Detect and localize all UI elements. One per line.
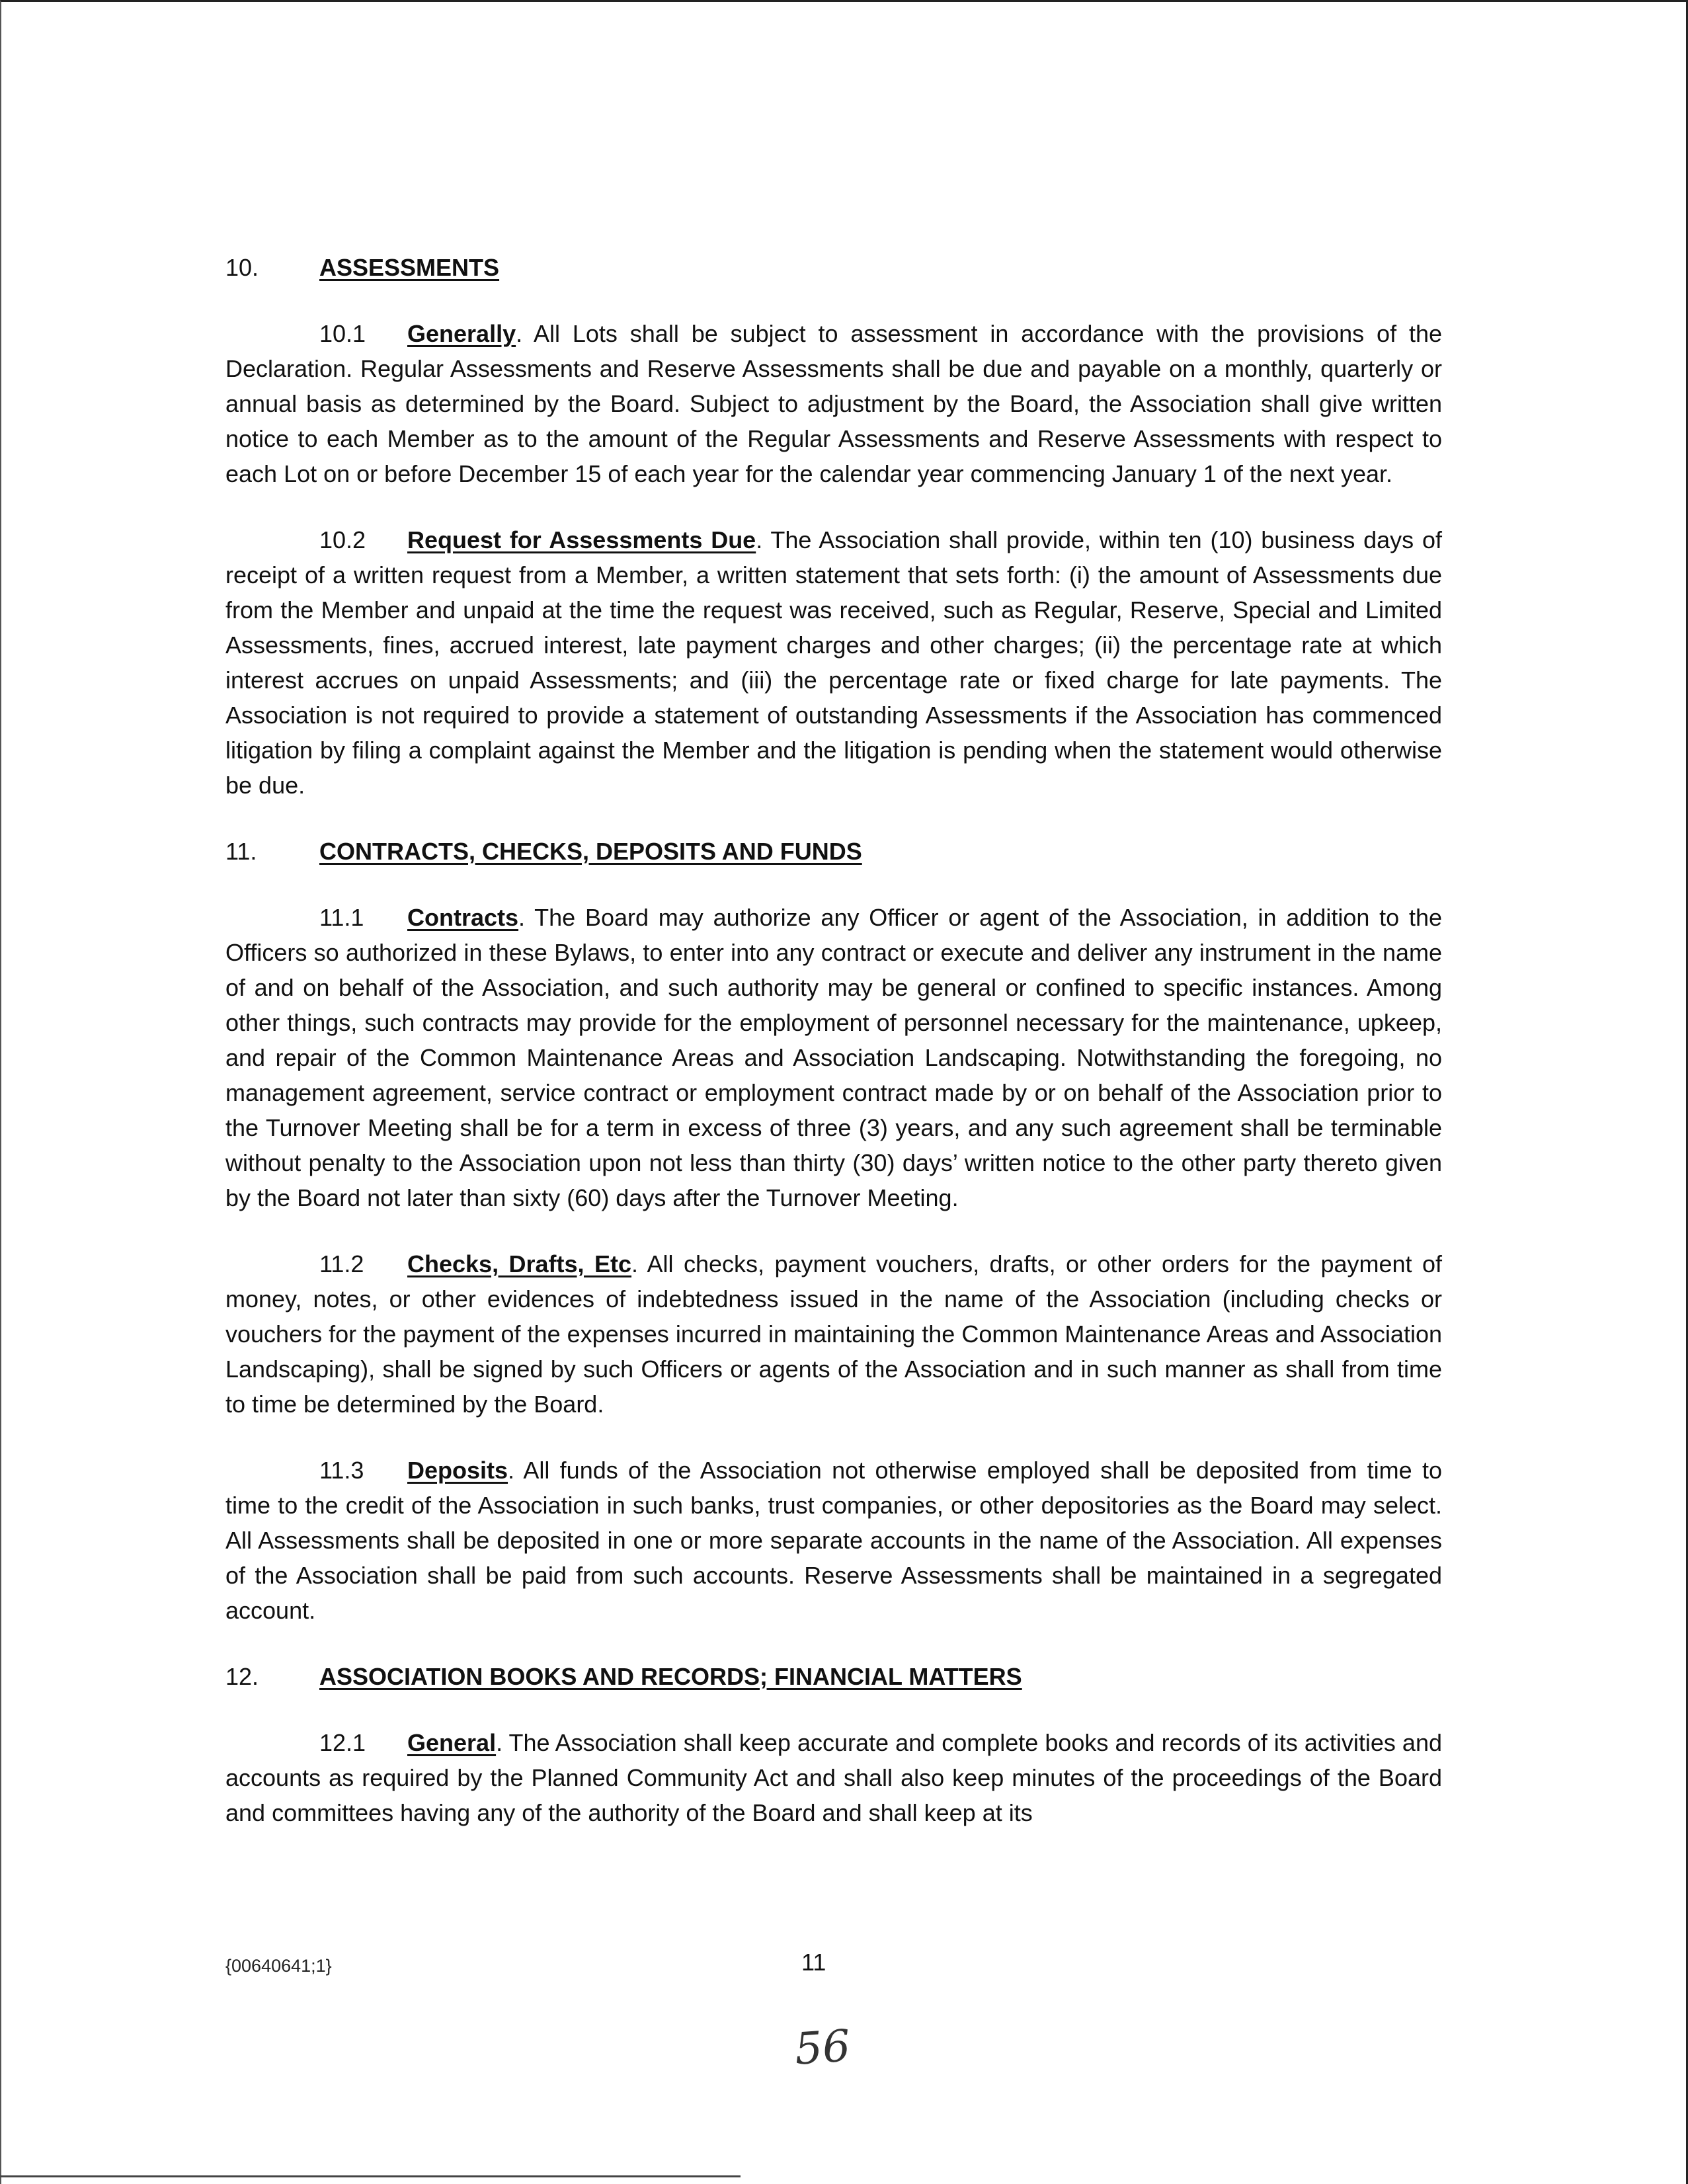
subsection-10-1: [225, 316, 1442, 491]
section-number: 11.: [225, 838, 257, 865]
subsection-text: . All checks, payment vouchers, drafts, or other orders for the payment of money, notes, or other evidences of indebtedness issued in the name of the Association (including checks or vouchers for the payment of the expenses incurred in maintaining the Common Maintenance Areas and Association Landscaping), shall be signed by such Officers or agents of the Association and in such manner as shall from time to time be determined by the Board.: [225, 1250, 1443, 1418]
subsection-text: . All Lots shall be subject to assessment in accordance with the provisions of the Declaration. Regular Assessments and Reserve Assessments shall be due and payable on a monthly, quarterly or annual basis as determined by the Board. Subject to adjustment by the Board, the Association shall give written notice to each Member as to the amount of the Regular Assessments and Reserve Assessments with respect to each Lot on or before December 15 of each year for the calendar year commencing January 1 of the next year.: [225, 320, 1442, 487]
section-number: 12.: [225, 1663, 259, 1690]
section-title: ASSOCIATION BOOKS AND RECORDS; FINANCIAL MATTERS: [319, 1663, 1022, 1690]
section-title: CONTRACTS, CHECKS, DEPOSITS AND FUNDS: [319, 838, 862, 865]
section-heading-11: [225, 834, 1442, 869]
subsection-text: . All funds of the Association not otherwise employed shall be deposited from time to time to the credit of the Association in such banks, trust companies, or other depositories as the Board may select. All Assessments shall be deposited in one or more separate accounts in the name of the Association. All expenses of the Association shall be paid from such accounts. Reserve Assessments shall be maintained in a segregated account.: [225, 1457, 1442, 1624]
subsection-number: 12.1: [319, 1729, 366, 1756]
subsection-number: 10.1: [319, 320, 366, 347]
subsection-title: Request for Assessments Due: [407, 526, 756, 553]
section-heading-10: [225, 250, 1442, 285]
section-number: 10.: [225, 254, 259, 281]
document-id: {00640641;1}: [225, 1956, 332, 1976]
subsection-11-3: [225, 1453, 1442, 1628]
document-body: [225, 250, 1442, 1861]
subsection-12-1: [225, 1725, 1442, 1830]
subsection-title: Generally: [407, 320, 516, 347]
subsection-text: . The Association shall provide, within ten (10) business days of receipt of a written request from a Member, a written statement that sets forth: (i) the amount of Assessments due from the Member and unpaid at the time the request was received, such as Regular, Reserve, Special and Limited Assessments, fines, accrued interest, late payment charges and other charges; (ii) the percentage rate at which interest accrues on unpaid Assessments; and (iii) the percentage rate or fixed charge for late payments. The Association is not required to provide a statement of outstanding Assessments if the Association has commenced litigation by filing a complaint against the Member and the litigation is pending when the statement would otherwise be due.: [225, 526, 1442, 799]
subsection-title: Deposits: [407, 1457, 508, 1484]
subsection-text: . The Board may authorize any Officer or agent of the Association, in addition to the Officers so authorized in these Bylaws, to enter into any contract or execute and deliver any instrument in the name of and on behalf of the Association, and such authority may be general or confined to specific instances. Among other things, such contracts may provide for the employment of personnel necessary for the maintenance, upkeep, and repair of the Common Maintenance Areas and Association Landscaping. Notwithstanding the foregoing, no management agreement, service contract or employment contract made by or on behalf of the Association prior to the Turnover Meeting shall be for a term in excess of three (3) years, and any such agreement shall be terminable without penalty to the Association upon not less than thirty (30) days’ written notice to the other party thereto given by the Board not later than sixty (60) days after the Turnover Meeting.: [225, 904, 1442, 1211]
subsection-11-1: [225, 900, 1442, 1215]
subsection-number: 10.2: [319, 526, 366, 553]
subsection-number: 11.2: [319, 1250, 364, 1277]
subsection-number: 11.3: [319, 1457, 364, 1484]
scan-edge-mark: [0, 2175, 741, 2177]
subsection-title: General: [407, 1729, 497, 1756]
subsection-title: Contracts: [407, 904, 519, 931]
subsection-title: Checks, Drafts, Etc: [407, 1250, 632, 1277]
subsection-11-2: [225, 1246, 1442, 1422]
page-number: 11: [801, 1949, 826, 1976]
subsection-10-2: [225, 522, 1442, 803]
section-title: ASSESSMENTS: [319, 254, 500, 281]
section-heading-12: [225, 1659, 1442, 1694]
subsection-number: 11.1: [319, 904, 364, 931]
handwritten-page-number: 56: [793, 2020, 852, 2075]
subsection-text: . The Association shall keep accurate and complete books and records of its activities and accounts as required by the Planned Community Act and shall also keep minutes of the proceedings of the Board and committees having any of the authority of the Board and shall keep at its: [225, 1729, 1442, 1826]
